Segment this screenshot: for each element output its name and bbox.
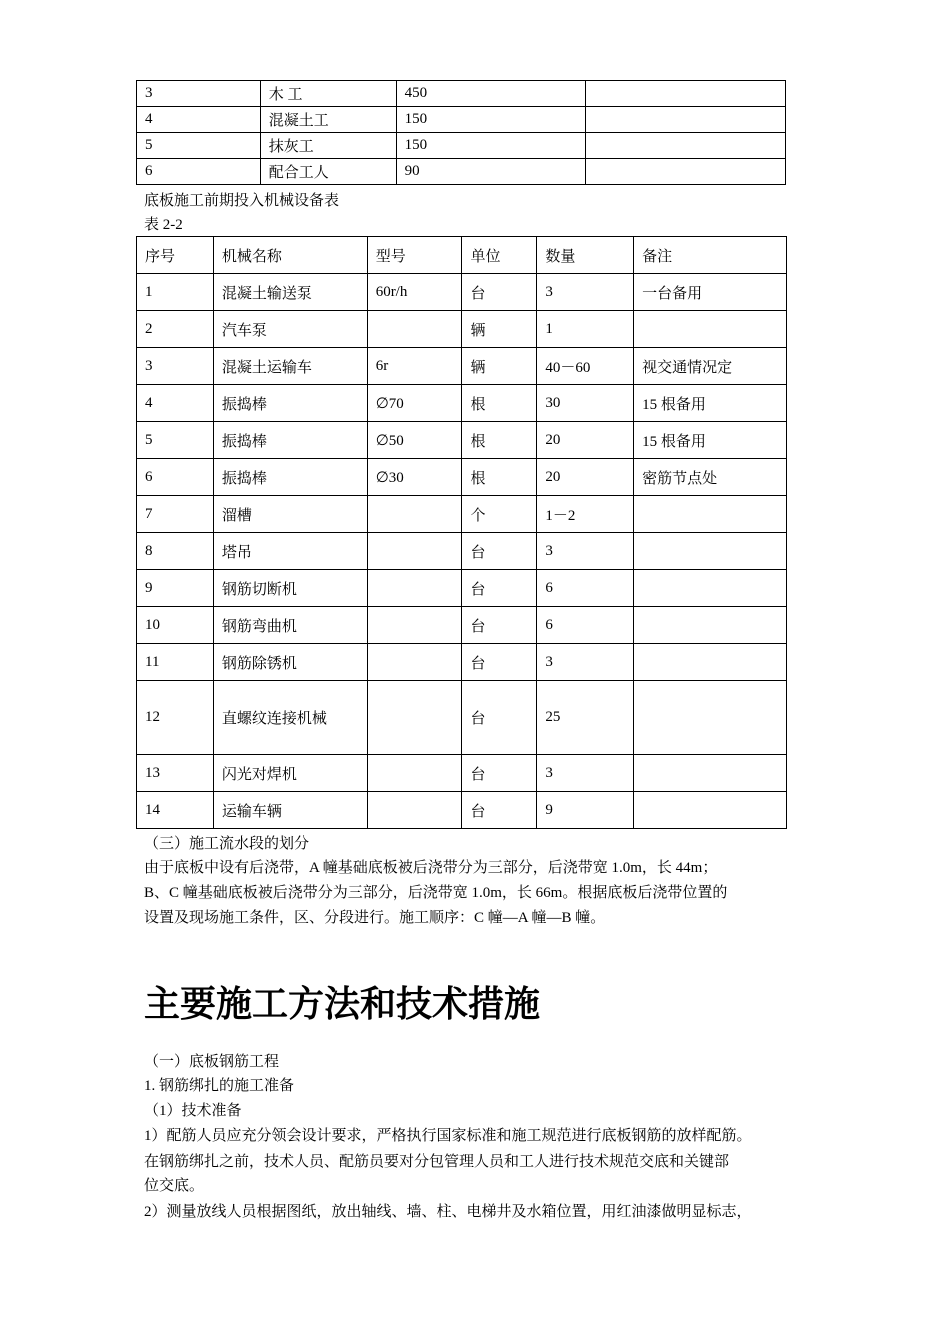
table-cell: 7 [137, 496, 214, 533]
table-cell: ∅50 [367, 422, 462, 459]
table-cell: 辆 [462, 311, 537, 348]
table-caption: 底板施工前期投入机械设备表 [144, 193, 340, 209]
table-cell: 11 [137, 644, 214, 681]
table-cell: 混凝土工 [260, 107, 396, 133]
table-cell [634, 607, 787, 644]
table-cell [634, 681, 787, 755]
column-header: 备注 [634, 237, 787, 274]
table-cell: 150 [396, 107, 586, 133]
table-row [137, 681, 787, 755]
table-cell: 40－60 [537, 348, 634, 385]
paragraph-line: 设置及现场施工条件，区、分段进行。施工顺序：C 幢—A 幢—B 幢。 [144, 910, 606, 926]
table-cell: 1－2 [537, 496, 634, 533]
table-row [137, 81, 786, 107]
table-cell: 钢筋弯曲机 [213, 607, 367, 644]
table-row [137, 311, 787, 348]
table-cell: 3 [137, 348, 214, 385]
table-cell: 运输车辆 [213, 792, 367, 829]
table-cell [634, 533, 787, 570]
table-cell: 15 根备用 [634, 422, 787, 459]
table-cell [367, 533, 462, 570]
paragraph-line: B、C 幢基础底板被后浇带分为三部分，后浇带宽 1.0m，长 66m。根据底板后浇带位置的 [144, 885, 728, 901]
table-cell [634, 311, 787, 348]
table-cell: 木 工 [260, 81, 396, 107]
table-cell: 视交通情况定 [634, 348, 787, 385]
table-cell: 个 [462, 496, 537, 533]
table-cell [367, 311, 462, 348]
table-cell [367, 755, 462, 792]
table-cell: 配合工人 [260, 159, 396, 185]
table-cell: 6r [367, 348, 462, 385]
table-row [137, 533, 787, 570]
table-row [137, 459, 787, 496]
table-cell [367, 792, 462, 829]
labor-table [136, 80, 786, 185]
section-heading: （三）施工流水段的划分 [144, 836, 310, 852]
table-row [137, 274, 787, 311]
column-header: 数量 [537, 237, 634, 274]
table-cell: 台 [462, 274, 537, 311]
table-cell: 台 [462, 607, 537, 644]
table-cell [634, 570, 787, 607]
table-cell: 5 [137, 422, 214, 459]
paragraph-line: 1）配筋人员应充分领会设计要求，严格执行国家标准和施工规范进行底板钢筋的放样配筋。 [144, 1128, 752, 1144]
table-row [137, 348, 787, 385]
table-cell: 一台备用 [634, 274, 787, 311]
table-row [137, 496, 787, 533]
table-cell: 6 [137, 159, 261, 185]
table-row [137, 607, 787, 644]
table-cell: 15 根备用 [634, 385, 787, 422]
sub-heading: 1. 钢筋绑扎的施工准备 [144, 1078, 295, 1094]
table-cell: 钢筋除锈机 [213, 644, 367, 681]
table-cell [367, 644, 462, 681]
table-cell: 20 [537, 459, 634, 496]
table-cell: 6 [137, 459, 214, 496]
table-cell: 2 [137, 311, 214, 348]
table-cell [586, 107, 786, 133]
table-cell: 根 [462, 459, 537, 496]
table-cell: 4 [137, 385, 214, 422]
table-header-row [137, 237, 787, 274]
column-header: 单位 [462, 237, 537, 274]
table-number: 表 2-2 [144, 217, 183, 233]
table-cell: 闪光对焊机 [213, 755, 367, 792]
table-cell [586, 159, 786, 185]
table-cell: 20 [537, 422, 634, 459]
column-header: 序号 [137, 237, 214, 274]
table-cell: 台 [462, 644, 537, 681]
table-cell: 密筋节点处 [634, 459, 787, 496]
table-cell: 6 [537, 607, 634, 644]
table-cell: 8 [137, 533, 214, 570]
table-cell: 13 [137, 755, 214, 792]
table-cell [634, 496, 787, 533]
table-cell: 3 [137, 81, 261, 107]
table-cell: 9 [537, 792, 634, 829]
table-cell: 90 [396, 159, 586, 185]
column-header: 机械名称 [213, 237, 367, 274]
table-cell: 10 [137, 607, 214, 644]
table-cell [634, 644, 787, 681]
paragraph-line: 2）测量放线人员根据图纸，放出轴线、墙、柱、电梯井及水箱位置，用红油漆做明显标志， [144, 1204, 752, 1220]
table-cell [634, 792, 787, 829]
table-cell: 抹灰工 [260, 133, 396, 159]
table-cell: 1 [537, 311, 634, 348]
table-cell: 混凝土输送泵 [213, 274, 367, 311]
table-cell: 12 [137, 681, 214, 755]
table-cell: 塔吊 [213, 533, 367, 570]
table-cell: 3 [537, 644, 634, 681]
table-cell: 3 [537, 755, 634, 792]
table-cell: 14 [137, 792, 214, 829]
table-cell [367, 496, 462, 533]
sub-heading: （1）技术准备 [144, 1103, 242, 1119]
table-cell: 3 [537, 533, 634, 570]
table-cell: 25 [537, 681, 634, 755]
table-row [137, 133, 786, 159]
table-cell: 根 [462, 385, 537, 422]
table-cell [586, 133, 786, 159]
table-cell: 30 [537, 385, 634, 422]
table-row [137, 792, 787, 829]
table-row [137, 385, 787, 422]
table-cell: 溜槽 [213, 496, 367, 533]
table-cell: 9 [137, 570, 214, 607]
table-row [137, 755, 787, 792]
table-cell: 直螺纹连接机械 [213, 681, 367, 755]
table-cell [634, 755, 787, 792]
table-row [137, 422, 787, 459]
paragraph-line: 位交底。 [144, 1178, 205, 1194]
paragraph-line: 由于底板中设有后浇带，A 幢基础底板被后浇带分为三部分，后浇带宽 1.0m，长 44m； [144, 860, 718, 876]
table-cell: 振捣棒 [213, 385, 367, 422]
column-header: 型号 [367, 237, 462, 274]
table-cell: ∅70 [367, 385, 462, 422]
table-cell [367, 570, 462, 607]
table-cell: 台 [462, 681, 537, 755]
table-cell: 6 [537, 570, 634, 607]
table-row [137, 570, 787, 607]
table-cell: 4 [137, 107, 261, 133]
table-cell: 台 [462, 570, 537, 607]
table-cell: 1 [137, 274, 214, 311]
table-cell: 振捣棒 [213, 422, 367, 459]
table-cell: 根 [462, 422, 537, 459]
table-cell: 150 [396, 133, 586, 159]
table-cell: 辆 [462, 348, 537, 385]
table-cell: 3 [537, 274, 634, 311]
table-cell: 台 [462, 792, 537, 829]
table-cell: 60r/h [367, 274, 462, 311]
table-cell [367, 607, 462, 644]
table-cell [586, 81, 786, 107]
table-cell: 台 [462, 533, 537, 570]
table-row [137, 107, 786, 133]
table-cell: 混凝土运输车 [213, 348, 367, 385]
paragraph-line: 在钢筋绑扎之前，技术人员、配筋员要对分包管理人员和工人进行技术规范交底和关键部 [144, 1154, 730, 1170]
table-cell [367, 681, 462, 755]
equipment-table [136, 236, 787, 829]
table-row [137, 644, 787, 681]
table-cell: 振捣棒 [213, 459, 367, 496]
table-cell: 钢筋切断机 [213, 570, 367, 607]
main-title: 主要施工方法和技术措施 [144, 984, 541, 1025]
table-cell: 450 [396, 81, 586, 107]
table-row [137, 159, 786, 185]
section-heading: （一）底板钢筋工程 [144, 1054, 280, 1070]
table-cell: ∅30 [367, 459, 462, 496]
table-cell: 台 [462, 755, 537, 792]
table-cell: 5 [137, 133, 261, 159]
table-cell: 汽车泵 [213, 311, 367, 348]
